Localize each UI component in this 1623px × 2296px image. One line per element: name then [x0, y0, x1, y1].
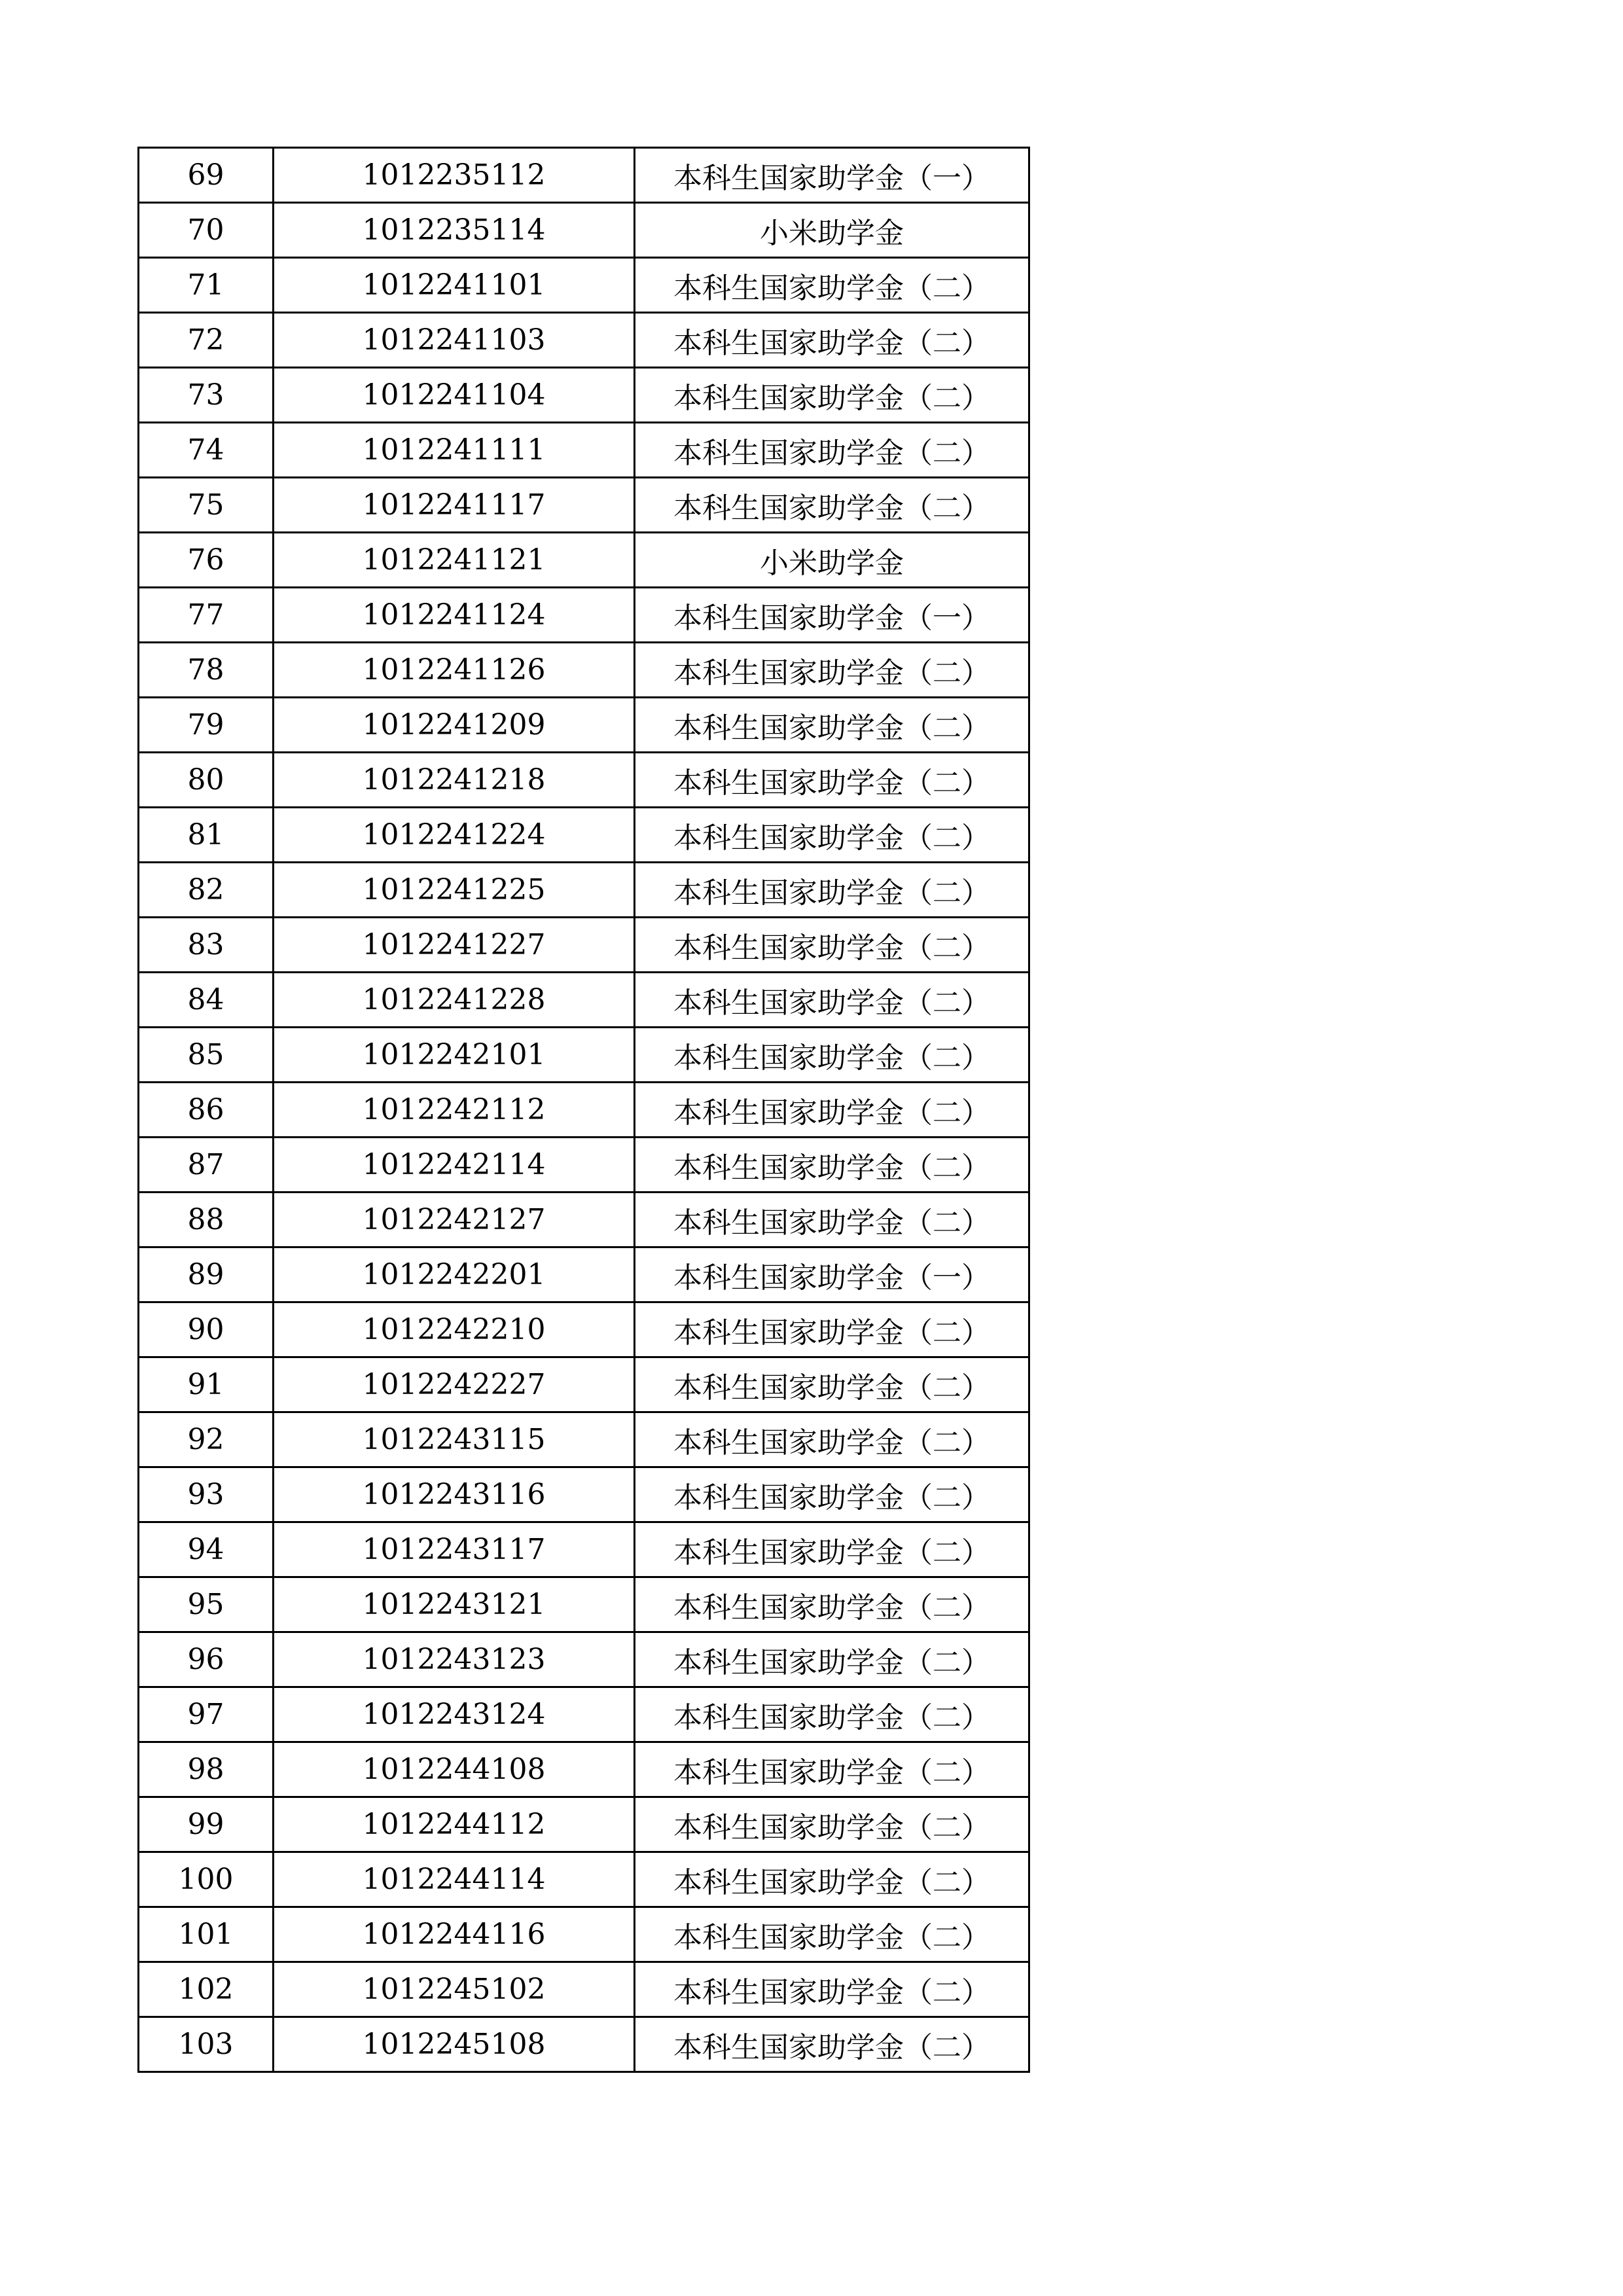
student-id-cell: 1012241209	[274, 698, 635, 753]
seq-number-cell: 88	[139, 1193, 274, 1247]
table-row	[139, 1962, 1029, 2017]
grant-type-cell: 本科生国家助学金（二）	[635, 1467, 1029, 1522]
seq-number-cell: 90	[139, 1302, 274, 1357]
student-id-cell: 1012241111	[274, 423, 635, 478]
student-id-cell: 1012241227	[274, 918, 635, 973]
seq-number-cell: 89	[139, 1247, 274, 1302]
student-id-cell: 1012243117	[274, 1522, 635, 1577]
grant-type-cell: 本科生国家助学金（二）	[635, 1852, 1029, 1907]
seq-number-cell: 80	[139, 753, 274, 808]
grant-type-cell: 本科生国家助学金（二）	[635, 1357, 1029, 1412]
table-row	[139, 203, 1029, 258]
seq-number-cell: 93	[139, 1467, 274, 1522]
grant-type-cell: 本科生国家助学金（二）	[635, 1797, 1029, 1852]
grant-type-cell: 本科生国家助学金（二）	[635, 2017, 1029, 2072]
student-id-cell: 1012242210	[274, 1302, 635, 1357]
student-id-cell: 1012243115	[274, 1412, 635, 1467]
seq-number-cell: 69	[139, 148, 274, 203]
table-row	[139, 1632, 1029, 1687]
seq-number-cell: 98	[139, 1742, 274, 1797]
student-id-cell: 1012245102	[274, 1962, 635, 2017]
table-body	[139, 148, 1029, 2072]
seq-number-cell: 96	[139, 1632, 274, 1687]
seq-number-cell: 82	[139, 863, 274, 918]
table-row	[139, 1522, 1029, 1577]
table-row	[139, 313, 1029, 368]
seq-number-cell: 76	[139, 533, 274, 588]
table-row	[139, 918, 1029, 973]
student-id-cell: 1012244114	[274, 1852, 635, 1907]
table-row	[139, 258, 1029, 313]
student-id-cell: 1012242127	[274, 1193, 635, 1247]
student-id-cell: 1012243123	[274, 1632, 635, 1687]
seq-number-cell: 91	[139, 1357, 274, 1412]
student-id-cell: 1012241124	[274, 588, 635, 643]
student-id-cell: 1012244116	[274, 1907, 635, 1962]
student-id-cell: 1012244112	[274, 1797, 635, 1852]
student-id-cell: 1012242201	[274, 1247, 635, 1302]
student-id-cell: 1012235114	[274, 203, 635, 258]
student-id-cell: 1012241126	[274, 643, 635, 698]
seq-number-cell: 101	[139, 1907, 274, 1962]
table-row	[139, 1247, 1029, 1302]
grant-type-cell: 本科生国家助学金（二）	[635, 1522, 1029, 1577]
table-row	[139, 1687, 1029, 1742]
student-id-cell: 1012241121	[274, 533, 635, 588]
table-row	[139, 423, 1029, 478]
grant-type-cell: 本科生国家助学金（二）	[635, 1028, 1029, 1083]
grant-type-cell: 本科生国家助学金（二）	[635, 918, 1029, 973]
seq-number-cell: 95	[139, 1577, 274, 1632]
table-row	[139, 1412, 1029, 1467]
table-row	[139, 1028, 1029, 1083]
grant-type-cell: 本科生国家助学金（二）	[635, 863, 1029, 918]
seq-number-cell: 77	[139, 588, 274, 643]
seq-number-cell: 92	[139, 1412, 274, 1467]
student-id-cell: 1012243124	[274, 1687, 635, 1742]
grant-type-cell: 本科生国家助学金（二）	[635, 808, 1029, 863]
table-row	[139, 1193, 1029, 1247]
table-row	[139, 698, 1029, 753]
seq-number-cell: 97	[139, 1687, 274, 1742]
grant-type-cell: 本科生国家助学金（二）	[635, 1138, 1029, 1193]
table-row	[139, 588, 1029, 643]
student-id-cell: 1012243121	[274, 1577, 635, 1632]
grant-type-cell: 本科生国家助学金（二）	[635, 368, 1029, 423]
grant-type-cell: 本科生国家助学金（二）	[635, 313, 1029, 368]
table-row	[139, 2017, 1029, 2072]
seq-number-cell: 75	[139, 478, 274, 533]
seq-number-cell: 71	[139, 258, 274, 313]
student-id-cell: 1012241224	[274, 808, 635, 863]
grant-type-cell: 本科生国家助学金（二）	[635, 1412, 1029, 1467]
table-row	[139, 643, 1029, 698]
table-row	[139, 808, 1029, 863]
table-row	[139, 1577, 1029, 1632]
seq-number-cell: 83	[139, 918, 274, 973]
grant-type-cell: 本科生国家助学金（二）	[635, 753, 1029, 808]
grant-type-cell: 本科生国家助学金（二）	[635, 1083, 1029, 1138]
grant-type-cell: 本科生国家助学金（二）	[635, 973, 1029, 1028]
grant-type-cell: 本科生国家助学金（一）	[635, 588, 1029, 643]
grant-type-cell: 本科生国家助学金（二）	[635, 643, 1029, 698]
grant-type-cell: 本科生国家助学金（二）	[635, 1742, 1029, 1797]
student-id-cell: 1012242114	[274, 1138, 635, 1193]
seq-number-cell: 86	[139, 1083, 274, 1138]
seq-number-cell: 84	[139, 973, 274, 1028]
table-row	[139, 478, 1029, 533]
grant-type-cell: 本科生国家助学金（二）	[635, 1302, 1029, 1357]
student-id-cell: 1012241103	[274, 313, 635, 368]
table-row	[139, 148, 1029, 203]
seq-number-cell: 79	[139, 698, 274, 753]
table-row	[139, 973, 1029, 1028]
student-id-cell: 1012241218	[274, 753, 635, 808]
student-id-cell: 1012235112	[274, 148, 635, 203]
table-row	[139, 368, 1029, 423]
grant-type-cell: 本科生国家助学金（一）	[635, 1247, 1029, 1302]
table-row	[139, 1467, 1029, 1522]
student-id-cell: 1012244108	[274, 1742, 635, 1797]
grant-type-cell: 本科生国家助学金（二）	[635, 698, 1029, 753]
seq-number-cell: 74	[139, 423, 274, 478]
seq-number-cell: 78	[139, 643, 274, 698]
seq-number-cell: 103	[139, 2017, 274, 2072]
grant-type-cell: 本科生国家助学金（一）	[635, 148, 1029, 203]
table-row	[139, 753, 1029, 808]
grant-type-cell: 本科生国家助学金（二）	[635, 423, 1029, 478]
student-id-cell: 1012242227	[274, 1357, 635, 1412]
student-id-cell: 1012242112	[274, 1083, 635, 1138]
table-row	[139, 1907, 1029, 1962]
grant-type-cell: 本科生国家助学金（二）	[635, 1632, 1029, 1687]
student-id-cell: 1012241104	[274, 368, 635, 423]
student-id-cell: 1012241101	[274, 258, 635, 313]
table-row	[139, 1357, 1029, 1412]
table-row	[139, 1742, 1029, 1797]
grant-type-cell: 本科生国家助学金（二）	[635, 478, 1029, 533]
seq-number-cell: 102	[139, 1962, 274, 2017]
table-row	[139, 1138, 1029, 1193]
scholarship-list-table	[137, 147, 1030, 2073]
grant-type-cell: 本科生国家助学金（二）	[635, 1962, 1029, 2017]
seq-number-cell: 73	[139, 368, 274, 423]
seq-number-cell: 87	[139, 1138, 274, 1193]
student-id-cell: 1012243116	[274, 1467, 635, 1522]
grant-type-cell: 小米助学金	[635, 203, 1029, 258]
student-id-cell: 1012245108	[274, 2017, 635, 2072]
seq-number-cell: 99	[139, 1797, 274, 1852]
grant-type-cell: 本科生国家助学金（二）	[635, 258, 1029, 313]
table-row	[139, 1797, 1029, 1852]
seq-number-cell: 100	[139, 1852, 274, 1907]
student-id-cell: 1012242101	[274, 1028, 635, 1083]
grant-type-cell: 小米助学金	[635, 533, 1029, 588]
grant-type-cell: 本科生国家助学金（二）	[635, 1907, 1029, 1962]
seq-number-cell: 81	[139, 808, 274, 863]
seq-number-cell: 70	[139, 203, 274, 258]
table-row	[139, 1083, 1029, 1138]
seq-number-cell: 85	[139, 1028, 274, 1083]
table-row	[139, 1302, 1029, 1357]
table-row	[139, 533, 1029, 588]
grant-type-cell: 本科生国家助学金（二）	[635, 1687, 1029, 1742]
grant-type-cell: 本科生国家助学金（二）	[635, 1577, 1029, 1632]
student-id-cell: 1012241225	[274, 863, 635, 918]
student-id-cell: 1012241228	[274, 973, 635, 1028]
seq-number-cell: 72	[139, 313, 274, 368]
student-id-cell: 1012241117	[274, 478, 635, 533]
grant-type-cell: 本科生国家助学金（二）	[635, 1193, 1029, 1247]
table-row	[139, 863, 1029, 918]
table-row	[139, 1852, 1029, 1907]
seq-number-cell: 94	[139, 1522, 274, 1577]
